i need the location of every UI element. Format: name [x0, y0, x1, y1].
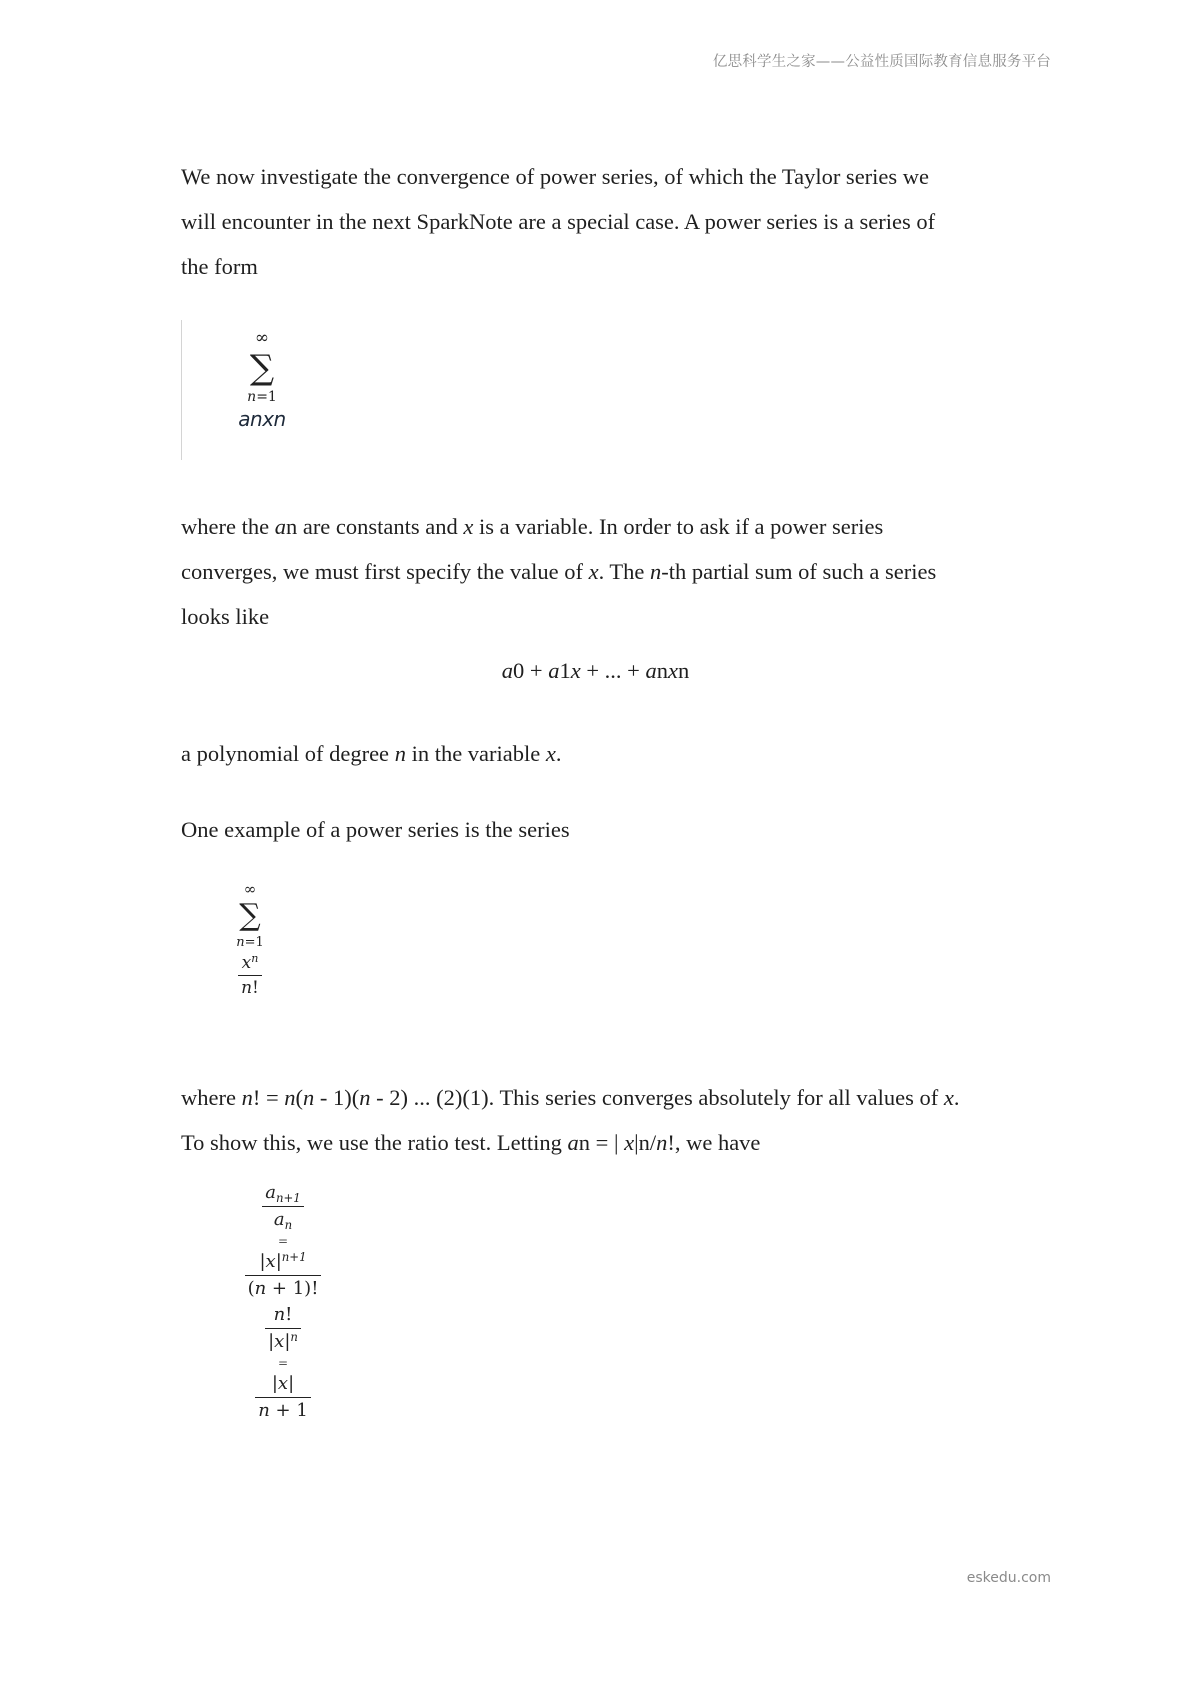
polynomial-sentence: a polynomial of degree n in the variable x. — [181, 741, 562, 766]
infinity-upper-limit: ∞ — [254, 328, 270, 348]
definition-line-1: where the an are constants and x is a variable. In order to ask if a power series — [181, 514, 884, 539]
definition-paragraph — [181, 504, 1061, 639]
power-series-formula-image — [181, 320, 322, 460]
intro-line-1: We now investigate the convergence of power series, of which the Taylor series we — [181, 164, 930, 189]
series-term: anxn — [238, 407, 286, 431]
exponential-series-formula-image — [215, 880, 285, 1000]
partial-sum-equation: a0 + a1x + ... + anxn — [501, 658, 690, 683]
lower-limit: n=1 — [247, 389, 277, 405]
ratio-a-n-plus-1-over-a-n: $a_{n+1}$ $a_n$ — [262, 1180, 304, 1233]
page-footer-domain: eskedu.com — [966, 1570, 1051, 1586]
infinity-upper-limit: ∞ — [243, 880, 257, 898]
intro-line-2: will encounter in the next SparkNote are a special case. A power series is a series of — [181, 209, 936, 234]
factorial-paragraph — [181, 1075, 1061, 1165]
abs-x-power-over-n-plus-1-factorial: $|x|^{n+1}$ (n + 1)! — [245, 1249, 322, 1302]
definition-line-3: looks like — [181, 604, 270, 629]
equals-sign: = — [277, 1234, 289, 1248]
lower-limit: n=1 — [236, 935, 264, 950]
factorial-line-2: To show this, we use the ratio test. Letting an = | x|n/n!, we have — [181, 1130, 761, 1155]
intro-line-3: the form — [181, 254, 258, 279]
page-header-site-title: 亿思科学生之家——公益性质国际教育信息服务平台 — [712, 54, 1051, 70]
example-sentence: One example of a power series is the series — [181, 817, 570, 842]
definition-line-2: converges, we must first specify the value of x. The n-th partial sum of such a series — [181, 559, 937, 584]
x-power-n-over-n-factorial: $\frac{x^n}{n!}$ — [238, 951, 262, 1000]
sigma-symbol: ∑ — [249, 348, 275, 388]
abs-x-over-n-plus-1: |x| n + 1 — [255, 1371, 311, 1424]
ratio-test-formula-image — [228, 1180, 338, 1424]
factorial-line-1: where n! = n(n - 1)(n - 2) ... (2)(1). This series converges absolutely for all values of x. — [181, 1085, 960, 1110]
sigma-symbol: ∑ — [239, 898, 261, 933]
intro-paragraph — [181, 154, 1061, 289]
n-factorial-over-abs-x-power-n: n! $|x|^n$ — [265, 1302, 301, 1355]
equals-sign: = — [277, 1356, 289, 1370]
